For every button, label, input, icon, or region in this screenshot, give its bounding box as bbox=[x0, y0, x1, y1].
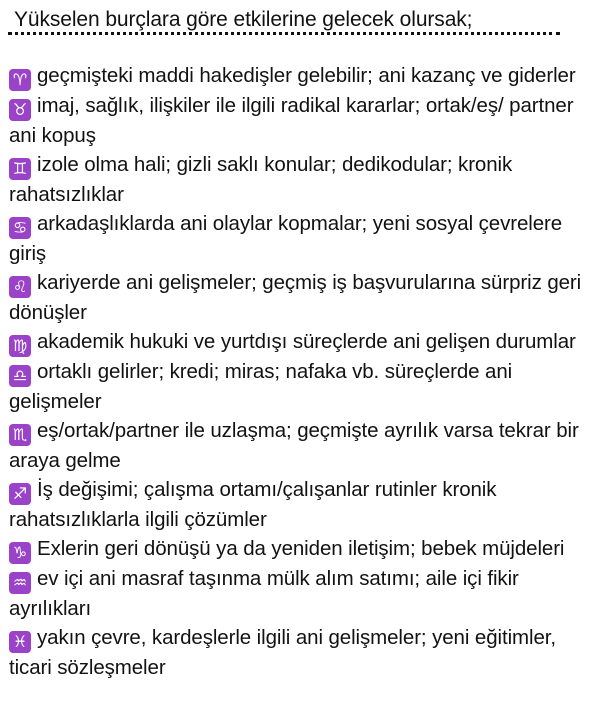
cancer-icon: ♋︎ bbox=[9, 217, 31, 239]
list-item bbox=[9, 534, 599, 564]
scorpio-icon: ♏︎ bbox=[9, 424, 31, 446]
item-text: Exlerin geri dönüşü ya da yeniden iletişim; bebek müjdeleri bbox=[37, 537, 565, 560]
list-item bbox=[9, 623, 599, 682]
dotted-divider bbox=[8, 32, 560, 35]
libra-icon: ♎︎ bbox=[9, 365, 31, 387]
taurus-icon: ♉︎ bbox=[9, 99, 31, 121]
list-item bbox=[9, 91, 599, 150]
item-text: ev içi ani masraf taşınma mülk alım satımı; aile içi fikir ayrılıkları bbox=[9, 567, 519, 620]
pisces-icon: ♓︎ bbox=[9, 631, 31, 653]
list-item bbox=[9, 61, 599, 91]
item-text: kariyerde ani gelişmeler; geçmiş iş başvurularına sürpriz geri dönüşler bbox=[9, 271, 582, 324]
item-text: ortaklı gelirler; kredi; miras; nafaka vb. süreçlerde ani gelişmeler bbox=[9, 360, 513, 413]
virgo-icon: ♍︎ bbox=[9, 335, 31, 357]
zodiac-effects-list bbox=[9, 61, 599, 682]
list-item bbox=[9, 268, 599, 327]
item-text: arkadaşlıklarda ani olaylar kopmalar; yeni sosyal çevrelere giriş bbox=[9, 212, 563, 265]
item-text: yakın çevre, kardeşlerle ilgili ani gelişmeler; yeni eğitimler, ticari sözleşmeler bbox=[9, 626, 556, 679]
aries-icon: ♈︎ bbox=[9, 69, 31, 91]
list-item bbox=[9, 357, 599, 416]
item-text: imaj, sağlık, ilişkiler ile ilgili radikal kararlar; ortak/eş/ partner ani kopuş bbox=[9, 94, 574, 147]
sagittarius-icon: ♐︎ bbox=[9, 483, 31, 505]
aquarius-icon: ♒︎ bbox=[9, 572, 31, 594]
list-item bbox=[9, 564, 599, 623]
item-text: izole olma hali; gizli saklı konular; dedikodular; kronik rahatsızlıklar bbox=[9, 153, 513, 206]
capricorn-icon: ♑︎ bbox=[9, 542, 31, 564]
list-item bbox=[9, 475, 599, 534]
item-text: İş değişimi; çalışma ortamı/çalışanlar rutinler kronik rahatsızlıklarla ilgili çözümler bbox=[9, 478, 497, 531]
list-item bbox=[9, 209, 599, 268]
list-item bbox=[9, 150, 599, 209]
list-item bbox=[9, 327, 599, 357]
leo-icon: ♌︎ bbox=[9, 276, 31, 298]
item-text: geçmişteki maddi hakedişler gelebilir; ani kazanç ve giderler bbox=[37, 64, 576, 87]
item-text: akademik hukuki ve yurtdışı süreçlerde ani gelişen durumlar bbox=[37, 330, 576, 353]
gemini-icon: ♊︎ bbox=[9, 158, 31, 180]
page-heading: Yükselen burçlara göre etkilerine gelecek olursak; bbox=[14, 8, 473, 31]
list-item bbox=[9, 416, 599, 475]
item-text: eş/ortak/partner ile uzlaşma; geçmişte ayrılık varsa tekrar bir araya gelme bbox=[9, 419, 579, 472]
